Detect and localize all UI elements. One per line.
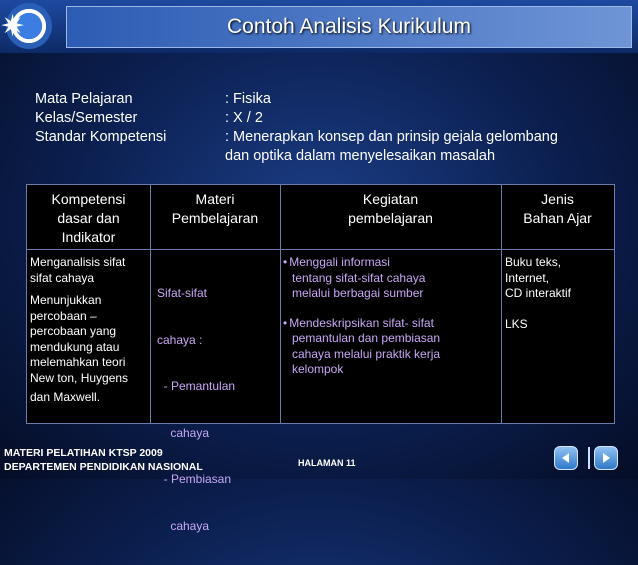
header-text: Kompetensi	[51, 191, 126, 207]
next-arrow-icon	[600, 452, 612, 464]
cell-line: Internet,	[505, 270, 550, 285]
activity-item-2	[283, 316, 499, 378]
header-text: Pembelajaran	[171, 210, 259, 226]
info-label-class: Kelas/Semester	[35, 110, 138, 126]
footer-institution	[4, 446, 203, 474]
footer-line: MATERI PELATIHAN KTSP 2009	[4, 447, 163, 459]
cell-line: New ton, Huygens	[30, 370, 129, 385]
cell-line: - Pemantulan	[157, 379, 236, 393]
header-text: Indikator	[61, 229, 116, 245]
cell-line: melemahkan teori	[30, 355, 126, 369]
info-value-subject: : Fisika	[225, 91, 271, 107]
header-text: dasar dan	[57, 210, 120, 226]
footer-line: DEPARTEMEN PENDIDIKAN NASIONAL	[4, 461, 203, 473]
cell-line: melalui berbagai sumber	[292, 286, 424, 300]
header-text: Kegiatan	[362, 191, 419, 207]
cell-line: sifat cahaya	[30, 270, 95, 285]
cell-line: cahaya	[157, 518, 210, 533]
next-button[interactable]	[594, 446, 618, 470]
cell-jenis	[505, 255, 611, 333]
cell-line: cahaya :	[157, 332, 203, 347]
header-materi	[150, 185, 280, 249]
cell-line: percobaan yang	[30, 324, 117, 338]
page-title: Contoh Analisis Kurikulum	[227, 15, 471, 38]
page-number: HALAMAN 11	[298, 458, 356, 468]
cell-line: cahaya	[157, 425, 210, 440]
cell-line: cahaya melalui praktik kerja	[292, 346, 441, 361]
cell-line: - Pembiasan	[157, 472, 232, 486]
cell-line: • Mendeskripsikan sifat- sifat	[283, 316, 499, 332]
sparkle-icon: ✷	[0, 10, 26, 43]
nav-separator	[588, 447, 590, 469]
cell-line: kelompok	[292, 362, 344, 376]
cell-line: • Menggali informasi	[283, 255, 499, 271]
info-value-continuation: dan optika dalam menyelesaikan masalah	[225, 148, 496, 164]
cell-kompetensi	[30, 255, 148, 406]
column-divider	[501, 185, 502, 423]
activity-item-1	[283, 255, 499, 302]
prev-button[interactable]	[554, 446, 578, 470]
cell-line: Sifat-sifat	[157, 286, 208, 300]
info-value-standard: : Menerapkan konsep dan prinsip gejala gelombang	[225, 129, 558, 145]
cell-line: CD interaktif	[505, 286, 572, 300]
info-value-class: : X / 2	[225, 110, 263, 126]
cell-line: mendukung atau	[30, 339, 120, 354]
info-label-standard: Standar Kompetensi	[35, 129, 167, 145]
cell-line: LKS	[505, 317, 528, 331]
cell-line: percobaan –	[30, 308, 97, 323]
cell-line: Buku teks,	[505, 255, 562, 269]
header-text: Bahan Ajar	[523, 210, 592, 226]
header-divider	[27, 249, 614, 250]
prev-arrow-icon	[560, 452, 572, 464]
cell-kegiatan	[283, 255, 499, 378]
header-text: pembelajaran	[348, 210, 433, 226]
header-text: Jenis	[541, 191, 574, 207]
cell-materi	[157, 255, 277, 565]
column-divider	[280, 185, 281, 423]
info-label-subject: Mata Pelajaran	[35, 91, 133, 107]
cell-line: Menganalisis sifat	[30, 255, 126, 269]
cell-line: tentang sifat-sifat cahaya	[292, 270, 426, 285]
cell-line: dan Maxwell.	[30, 390, 101, 404]
header-jenis	[501, 185, 614, 249]
header-kegiatan	[280, 185, 501, 249]
header-kompetensi	[27, 185, 150, 249]
cell-line: Menunjukkan	[30, 293, 102, 307]
header-text: Materi	[195, 191, 235, 207]
column-divider	[150, 185, 151, 423]
cell-line: pemantulan dan pembiasan	[292, 331, 441, 345]
